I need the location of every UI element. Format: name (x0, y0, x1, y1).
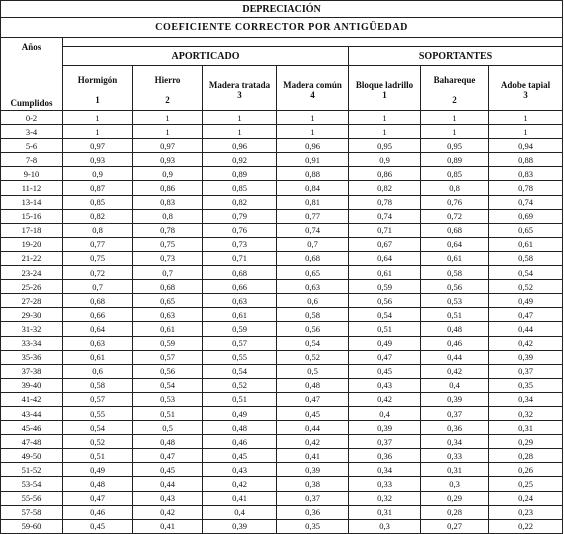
cell-madera-comun: 0,52 (277, 350, 349, 364)
cell-madera-comun: 0,37 (277, 491, 349, 505)
cell-madera-tratada: 0,92 (203, 153, 277, 167)
cell-bahareque: 0,8 (421, 181, 489, 195)
cell-bahareque: 0,53 (421, 294, 489, 308)
cell-adobe-tapial: 0,23 (489, 505, 563, 519)
cell-hierro: 0,61 (133, 322, 203, 336)
cell-bahareque: 0,68 (421, 223, 489, 237)
cell-madera-tratada: 0,82 (203, 195, 277, 209)
cell-madera-comun: 0,5 (277, 364, 349, 378)
cell-hierro: 0,5 (133, 421, 203, 435)
cell-hierro: 0,97 (133, 139, 203, 153)
cell-bahareque: 0,44 (421, 350, 489, 364)
cell-hormigon: 0,55 (63, 406, 133, 420)
cell-adobe-tapial: 0,74 (489, 195, 563, 209)
header-madera-tratada-num: 3 (237, 90, 242, 100)
table-row (1, 209, 563, 223)
cell-bahareque: 0,64 (421, 237, 489, 251)
cell-adobe-tapial: 0,94 (489, 139, 563, 153)
group-aporticado: APORTICADO (63, 47, 349, 66)
header-madera-tratada-label: Madera tratada (208, 79, 271, 90)
cell-bloque-ladrillo: 1 (349, 125, 421, 139)
cell-madera-tratada: 0,45 (203, 449, 277, 463)
cell-madera-comun: 0,35 (277, 519, 349, 533)
cell-bahareque: 1 (421, 111, 489, 125)
cell-bloque-ladrillo: 0,82 (349, 181, 421, 195)
cell-adobe-tapial: 0,28 (489, 449, 563, 463)
table-row (1, 392, 563, 406)
table-row (1, 364, 563, 378)
cell-hormigon: 0,6 (63, 364, 133, 378)
cell-years: 59-60 (1, 519, 63, 533)
cell-madera-tratada: 0,79 (203, 209, 277, 223)
cell-madera-comun: 0,63 (277, 280, 349, 294)
cell-hierro: 0,68 (133, 280, 203, 294)
cell-bloque-ladrillo: 0,78 (349, 195, 421, 209)
cell-madera-comun: 0,91 (277, 153, 349, 167)
cell-hierro: 0,9 (133, 167, 203, 181)
cell-years: 57-58 (1, 505, 63, 519)
cell-years: 23-24 (1, 266, 63, 280)
cell-hierro: 0,45 (133, 463, 203, 477)
cell-madera-tratada: 0,51 (203, 392, 277, 406)
cell-hormigon: 0,48 (63, 477, 133, 491)
header-adobe-tapial-num: 3 (523, 90, 528, 100)
cell-hormigon: 0,85 (63, 195, 133, 209)
cell-hierro: 0,73 (133, 251, 203, 265)
header-madera-comun (277, 66, 349, 111)
cell-years: 13-14 (1, 195, 63, 209)
cell-madera-comun: 0,7 (277, 237, 349, 251)
cell-madera-tratada: 0,46 (203, 435, 277, 449)
cell-hierro: 0,42 (133, 505, 203, 519)
cell-hierro: 0,43 (133, 491, 203, 505)
table-row (1, 237, 563, 251)
cell-years: 39-40 (1, 378, 63, 392)
cell-bloque-ladrillo: 0,43 (349, 378, 421, 392)
cell-madera-comun: 0,65 (277, 266, 349, 280)
cell-bahareque: 0,3 (421, 477, 489, 491)
cell-bloque-ladrillo: 1 (349, 111, 421, 125)
table-row (1, 294, 563, 308)
cell-bahareque: 0,33 (421, 449, 489, 463)
cell-years: 17-18 (1, 223, 63, 237)
cell-bahareque: 0,39 (421, 392, 489, 406)
cell-hormigon: 0,47 (63, 491, 133, 505)
table-row (1, 125, 563, 139)
cell-bloque-ladrillo: 0,56 (349, 294, 421, 308)
table-row (1, 223, 563, 237)
cell-hierro: 0,57 (133, 350, 203, 364)
header-anos-cumplidos (1, 38, 63, 111)
cell-bloque-ladrillo: 0,64 (349, 251, 421, 265)
cell-bloque-ladrillo: 0,54 (349, 308, 421, 322)
table-row (1, 421, 563, 435)
cell-hormigon: 0,7 (63, 280, 133, 294)
cell-adobe-tapial: 0,88 (489, 153, 563, 167)
cell-bloque-ladrillo: 0,32 (349, 491, 421, 505)
cell-bahareque: 0,89 (421, 153, 489, 167)
cell-madera-tratada: 0,89 (203, 167, 277, 181)
cell-hormigon: 0,82 (63, 209, 133, 223)
cell-hierro: 0,47 (133, 449, 203, 463)
cell-bloque-ladrillo: 0,74 (349, 209, 421, 223)
table-row (1, 195, 563, 209)
cell-madera-comun: 0,88 (277, 167, 349, 181)
cell-bahareque: 0,31 (421, 463, 489, 477)
cell-hierro: 0,8 (133, 209, 203, 223)
cell-adobe-tapial: 0,69 (489, 209, 563, 223)
cell-madera-comun: 0,6 (277, 294, 349, 308)
table-row (1, 378, 563, 392)
cell-madera-tratada: 0,54 (203, 364, 277, 378)
cell-bloque-ladrillo: 0,61 (349, 266, 421, 280)
cell-years: 0-2 (1, 111, 63, 125)
cell-madera-comun: 1 (277, 125, 349, 139)
cell-bahareque: 0,85 (421, 167, 489, 181)
table-row (1, 505, 563, 519)
cell-bloque-ladrillo: 0,33 (349, 477, 421, 491)
cell-hierro: 1 (133, 111, 203, 125)
cell-hormigon: 0,75 (63, 251, 133, 265)
cell-hormigon: 0,63 (63, 336, 133, 350)
cell-hierro: 0,83 (133, 195, 203, 209)
header-gap (63, 38, 563, 47)
cell-madera-tratada: 0,43 (203, 463, 277, 477)
table-row (1, 435, 563, 449)
cell-madera-tratada: 0,4 (203, 505, 277, 519)
cell-years: 49-50 (1, 449, 63, 463)
cell-hormigon: 0,51 (63, 449, 133, 463)
cell-hierro: 1 (133, 125, 203, 139)
cell-adobe-tapial: 1 (489, 111, 563, 125)
header-hormigon-num: 1 (95, 94, 100, 105)
cell-years: 27-28 (1, 294, 63, 308)
cell-madera-comun: 0,39 (277, 463, 349, 477)
cell-madera-tratada: 0,61 (203, 308, 277, 322)
cell-madera-tratada: 0,39 (203, 519, 277, 533)
cell-hormigon: 0,93 (63, 153, 133, 167)
cell-hierro: 0,51 (133, 406, 203, 420)
cell-bloque-ladrillo: 0,45 (349, 364, 421, 378)
cell-bloque-ladrillo: 0,39 (349, 421, 421, 435)
cell-adobe-tapial: 0,34 (489, 392, 563, 406)
cell-madera-tratada: 0,48 (203, 421, 277, 435)
cell-hormigon: 0,46 (63, 505, 133, 519)
cell-years: 29-30 (1, 308, 63, 322)
header-bloque-ladrillo-num: 1 (382, 90, 387, 100)
cell-adobe-tapial: 0,54 (489, 266, 563, 280)
cell-madera-tratada: 0,73 (203, 237, 277, 251)
cell-bloque-ladrillo: 0,36 (349, 449, 421, 463)
cell-madera-tratada: 0,68 (203, 266, 277, 280)
cell-madera-tratada: 0,76 (203, 223, 277, 237)
cell-years: 31-32 (1, 322, 63, 336)
cell-hierro: 0,54 (133, 378, 203, 392)
cell-hormigon: 0,52 (63, 435, 133, 449)
cell-adobe-tapial: 0,24 (489, 491, 563, 505)
table-row (1, 251, 563, 265)
cell-madera-comun: 0,56 (277, 322, 349, 336)
cell-adobe-tapial: 0,32 (489, 406, 563, 420)
header-hierro-num: 2 (165, 94, 170, 105)
cell-adobe-tapial: 0,25 (489, 477, 563, 491)
cell-madera-comun: 0,44 (277, 421, 349, 435)
cell-years: 51-52 (1, 463, 63, 477)
header-bloque-ladrillo-label: Bloque ladrillo (355, 79, 414, 90)
table-title: DEPRECIACIÓN (1, 1, 563, 18)
cell-hormigon: 0,97 (63, 139, 133, 153)
cell-madera-comun: 0,81 (277, 195, 349, 209)
table-row (1, 463, 563, 477)
cell-hierro: 0,59 (133, 336, 203, 350)
cell-bloque-ladrillo: 0,3 (349, 519, 421, 533)
cell-adobe-tapial: 1 (489, 125, 563, 139)
cell-madera-comun: 0,48 (277, 378, 349, 392)
cell-adobe-tapial: 0,42 (489, 336, 563, 350)
cell-adobe-tapial: 0,78 (489, 181, 563, 195)
cell-madera-tratada: 1 (203, 125, 277, 139)
cell-years: 43-44 (1, 406, 63, 420)
cell-adobe-tapial: 0,52 (489, 280, 563, 294)
cell-madera-tratada: 1 (203, 111, 277, 125)
cell-bahareque: 0,72 (421, 209, 489, 223)
cell-bahareque: 0,29 (421, 491, 489, 505)
header-bahareque-label: Bahareque (433, 75, 476, 85)
cell-bloque-ladrillo: 0,37 (349, 435, 421, 449)
cell-bloque-ladrillo: 0,4 (349, 406, 421, 420)
table-row (1, 449, 563, 463)
table-subtitle: COEFICIENTE CORRECTOR POR ANTIGÜEDAD (1, 18, 563, 38)
cell-years: 53-54 (1, 477, 63, 491)
cell-madera-tratada: 0,63 (203, 294, 277, 308)
cell-madera-comun: 0,47 (277, 392, 349, 406)
cell-hierro: 0,93 (133, 153, 203, 167)
cell-madera-comun: 0,96 (277, 139, 349, 153)
cell-bahareque: 0,28 (421, 505, 489, 519)
cell-adobe-tapial: 0,26 (489, 463, 563, 477)
cell-madera-tratada: 0,42 (203, 477, 277, 491)
cell-bahareque: 0,27 (421, 519, 489, 533)
cell-adobe-tapial: 0,39 (489, 350, 563, 364)
table-row (1, 111, 563, 125)
cell-hormigon: 0,87 (63, 181, 133, 195)
header-bloque-ladrillo (349, 66, 421, 111)
table-row (1, 280, 563, 294)
cell-bahareque: 0,56 (421, 280, 489, 294)
table-row (1, 139, 563, 153)
cell-hormigon: 0,58 (63, 378, 133, 392)
cell-madera-comun: 1 (277, 111, 349, 125)
cell-madera-tratada: 0,55 (203, 350, 277, 364)
cell-years: 9-10 (1, 167, 63, 181)
cell-bloque-ladrillo: 0,42 (349, 392, 421, 406)
header-adobe-tapial-label: Adobe tapial (500, 79, 551, 90)
cell-bloque-ladrillo: 0,31 (349, 505, 421, 519)
cell-hormigon: 0,54 (63, 421, 133, 435)
cell-hierro: 0,78 (133, 223, 203, 237)
cell-adobe-tapial: 0,58 (489, 251, 563, 265)
cell-hormigon: 0,77 (63, 237, 133, 251)
cell-hierro: 0,56 (133, 364, 203, 378)
cell-hormigon: 0,49 (63, 463, 133, 477)
table-row (1, 266, 563, 280)
cell-bloque-ladrillo: 0,49 (349, 336, 421, 350)
cell-hormigon: 0,9 (63, 167, 133, 181)
cell-hierro: 0,63 (133, 308, 203, 322)
cell-bloque-ladrillo: 0,95 (349, 139, 421, 153)
cell-hormigon: 0,64 (63, 322, 133, 336)
cell-madera-tratada: 0,96 (203, 139, 277, 153)
cell-madera-comun: 0,74 (277, 223, 349, 237)
cell-bahareque: 0,58 (421, 266, 489, 280)
cell-madera-tratada: 0,41 (203, 491, 277, 505)
header-anos-label: Años (21, 42, 42, 52)
cell-madera-comun: 0,58 (277, 308, 349, 322)
cell-bahareque: 0,37 (421, 406, 489, 420)
cell-hormigon: 0,72 (63, 266, 133, 280)
cell-years: 5-6 (1, 139, 63, 153)
cell-adobe-tapial: 0,65 (489, 223, 563, 237)
cell-hierro: 0,7 (133, 266, 203, 280)
cell-bahareque: 0,36 (421, 421, 489, 435)
cell-hormigon: 0,8 (63, 223, 133, 237)
cell-bahareque: 0,48 (421, 322, 489, 336)
header-hierro (133, 66, 203, 111)
table-row (1, 167, 563, 181)
cell-hierro: 0,75 (133, 237, 203, 251)
cell-madera-tratada: 0,57 (203, 336, 277, 350)
cell-madera-tratada: 0,59 (203, 322, 277, 336)
table-row (1, 153, 563, 167)
header-bahareque (421, 66, 489, 111)
cell-bloque-ladrillo: 0,86 (349, 167, 421, 181)
cell-hormigon: 0,61 (63, 350, 133, 364)
cell-bahareque: 0,51 (421, 308, 489, 322)
cell-bahareque: 0,34 (421, 435, 489, 449)
header-bahareque-num: 2 (452, 94, 457, 105)
cell-bloque-ladrillo: 0,67 (349, 237, 421, 251)
cell-hierro: 0,44 (133, 477, 203, 491)
cell-years: 21-22 (1, 251, 63, 265)
cell-bahareque: 0,46 (421, 336, 489, 350)
cell-bloque-ladrillo: 0,71 (349, 223, 421, 237)
cell-bahareque: 1 (421, 125, 489, 139)
cell-years: 3-4 (1, 125, 63, 139)
header-madera-tratada (203, 66, 277, 111)
cell-years: 45-46 (1, 421, 63, 435)
cell-years: 25-26 (1, 280, 63, 294)
cell-madera-comun: 0,54 (277, 336, 349, 350)
cell-hierro: 0,48 (133, 435, 203, 449)
cell-adobe-tapial: 0,47 (489, 308, 563, 322)
table-row (1, 519, 563, 533)
cell-adobe-tapial: 0,49 (489, 294, 563, 308)
cell-years: 19-20 (1, 237, 63, 251)
cell-hormigon: 0,66 (63, 308, 133, 322)
cell-bloque-ladrillo: 0,59 (349, 280, 421, 294)
cell-years: 11-12 (1, 181, 63, 195)
cell-madera-comun: 0,84 (277, 181, 349, 195)
cell-madera-comun: 0,42 (277, 435, 349, 449)
cell-bahareque: 0,76 (421, 195, 489, 209)
cell-madera-tratada: 0,66 (203, 280, 277, 294)
cell-bahareque: 0,4 (421, 378, 489, 392)
cell-hierro: 0,53 (133, 392, 203, 406)
cell-years: 37-38 (1, 364, 63, 378)
cell-madera-tratada: 0,85 (203, 181, 277, 195)
cell-madera-comun: 0,45 (277, 406, 349, 420)
cell-years: 7-8 (1, 153, 63, 167)
header-adobe-tapial (489, 66, 563, 111)
cell-adobe-tapial: 0,22 (489, 519, 563, 533)
header-madera-comun-label: Madera común (283, 79, 342, 90)
table-row (1, 308, 563, 322)
cell-adobe-tapial: 0,37 (489, 364, 563, 378)
cell-bloque-ladrillo: 0,51 (349, 322, 421, 336)
cell-hierro: 0,65 (133, 294, 203, 308)
cell-hormigon: 0,45 (63, 519, 133, 533)
table-row (1, 406, 563, 420)
cell-hierro: 0,41 (133, 519, 203, 533)
cell-madera-comun: 0,41 (277, 449, 349, 463)
cell-bahareque: 0,95 (421, 139, 489, 153)
cell-years: 15-16 (1, 209, 63, 223)
cell-madera-comun: 0,36 (277, 505, 349, 519)
table-row (1, 350, 563, 364)
header-hormigon (63, 66, 133, 111)
cell-madera-tratada: 0,52 (203, 378, 277, 392)
cell-bloque-ladrillo: 0,47 (349, 350, 421, 364)
cell-madera-comun: 0,77 (277, 209, 349, 223)
header-hierro-label: Hierro (154, 75, 181, 85)
cell-bloque-ladrillo: 0,34 (349, 463, 421, 477)
cell-hormigon: 0,57 (63, 392, 133, 406)
cell-hormigon: 1 (63, 125, 133, 139)
header-madera-comun-num: 4 (310, 90, 315, 100)
cell-years: 33-34 (1, 336, 63, 350)
header-cumplidos-label: Cumplidos (10, 97, 53, 108)
table-row (1, 491, 563, 505)
cell-adobe-tapial: 0,83 (489, 167, 563, 181)
cell-adobe-tapial: 0,29 (489, 435, 563, 449)
cell-bahareque: 0,61 (421, 251, 489, 265)
table-row (1, 181, 563, 195)
cell-adobe-tapial: 0,31 (489, 421, 563, 435)
table-row (1, 336, 563, 350)
cell-adobe-tapial: 0,61 (489, 237, 563, 251)
cell-years: 35-36 (1, 350, 63, 364)
cell-hormigon: 1 (63, 111, 133, 125)
cell-years: 47-48 (1, 435, 63, 449)
cell-adobe-tapial: 0,35 (489, 378, 563, 392)
header-hormigon-label: Hormigón (77, 75, 118, 85)
cell-madera-comun: 0,68 (277, 251, 349, 265)
table-row (1, 322, 563, 336)
cell-adobe-tapial: 0,44 (489, 322, 563, 336)
cell-madera-comun: 0,38 (277, 477, 349, 491)
cell-years: 55-56 (1, 491, 63, 505)
cell-madera-tratada: 0,49 (203, 406, 277, 420)
cell-years: 41-42 (1, 392, 63, 406)
group-soportantes: SOPORTANTES (349, 47, 563, 66)
cell-hierro: 0,86 (133, 181, 203, 195)
cell-madera-tratada: 0,71 (203, 251, 277, 265)
cell-hormigon: 0,68 (63, 294, 133, 308)
cell-bahareque: 0,42 (421, 364, 489, 378)
cell-bloque-ladrillo: 0,9 (349, 153, 421, 167)
